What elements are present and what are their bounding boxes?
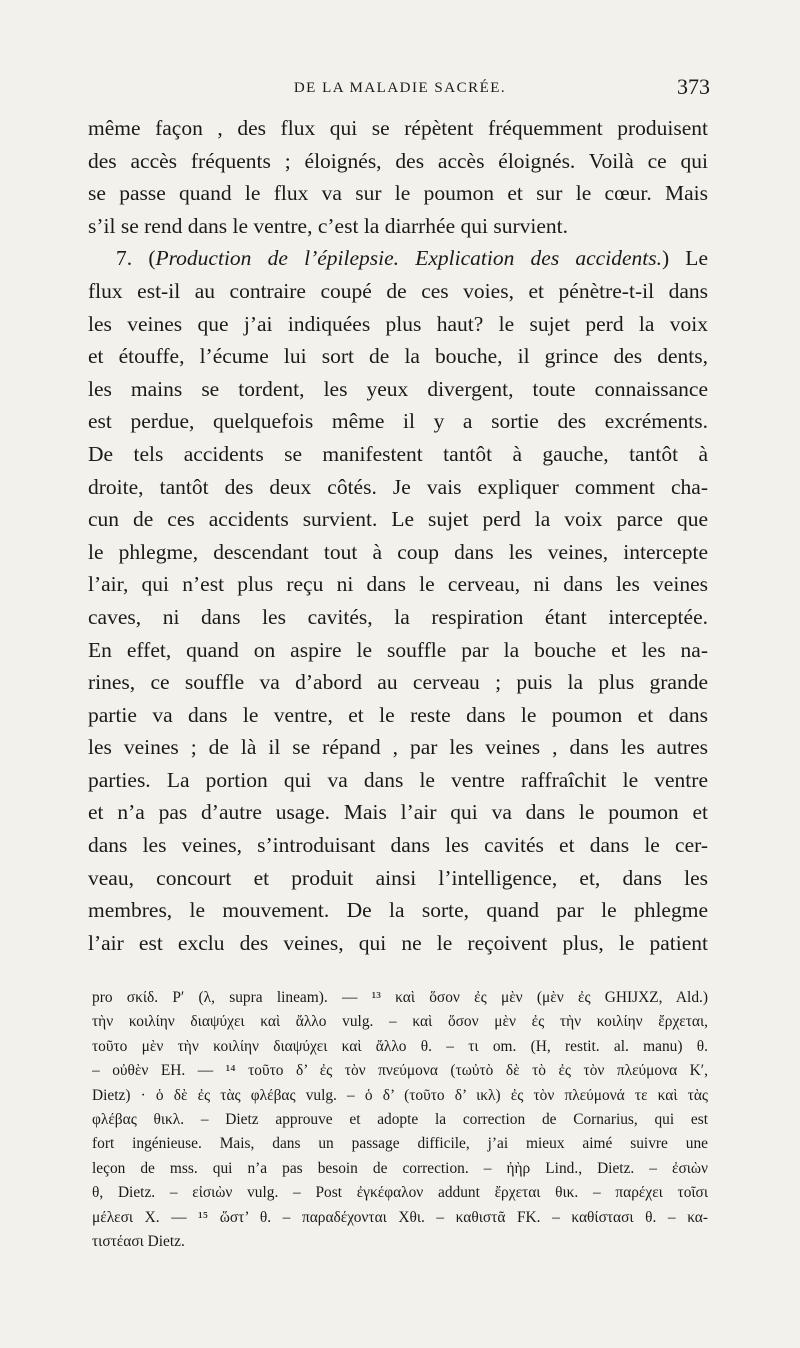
text-line: caves, ni dans les cavités, la respiration étant interceptée. xyxy=(88,604,708,629)
footnote-line: μέλεσι X. — ¹⁵ ὥστ’ θ. – παραδέχονται Xθι. – καθιστᾶ FK. – καθίστασι θ. – κα- xyxy=(92,1208,708,1226)
footnote-line: θ, Dietz. – εἰσιὼν vulg. – Post ἐγκέφαλον addunt ἔρχεται θικ. – παρέχει τοῖσι xyxy=(92,1184,708,1202)
footnote-line: pro σκίδ. P′ (λ, supra lineam). — ¹³ καὶ ὅσον ἐς μὲν (μὲν ἐς GHIJXZ, Ald.) xyxy=(92,989,708,1006)
footnote-line: fort ingénieuse. Mais, dans un passage difficile, j’ai mieux aimé suivre une xyxy=(92,1135,708,1153)
heading-line-tail: ) Le xyxy=(661,246,708,271)
footnote-line: τιστέασι Dietz. xyxy=(92,1232,185,1250)
text-line: même façon , des flux qui se répètent fréquemment produisent xyxy=(88,116,708,140)
main-text xyxy=(88,112,708,959)
text-line: les veines ; de là il se répand , par les veines , dans les autres xyxy=(88,735,708,760)
text-line: partie va dans le ventre, et le reste dans le poumon et dans xyxy=(88,702,708,727)
footnote-line: τοῦτο μὲν τὴν κοιλίην διαψύχει καὶ ἄλλο θ. – τι om. (H, restit. al. manu) θ. xyxy=(92,1037,708,1055)
text-line: veau, concourt et produit ainsi l’intelligence, et, dans les xyxy=(88,865,708,890)
paragraph-7-heading-line xyxy=(88,242,708,275)
text-line: parties. La portion qui va dans le ventre raffraîchit le ventre xyxy=(88,767,708,792)
text-line: se passe quand le flux va sur le poumon et sur le cœur. Mais xyxy=(88,181,708,206)
text-line: De tels accidents se manifestent tantôt à gauche, tantôt à xyxy=(88,441,708,466)
footnote-line: Dietz) · ὁ δὲ ἐς τὰς φλέβας vulg. – ὁ δ’ (τοῦτο δ’ ικλ) ἐς τὸν πλεύμονά τε καὶ τὰς xyxy=(92,1086,708,1104)
text-line: cun de ces accidents survient. Le sujet perd la voix parce que xyxy=(88,507,708,532)
running-head xyxy=(90,74,710,104)
paragraph-number: 7. ( xyxy=(116,246,156,271)
text-line: l’air est exclu des veines, qui ne le reçoivent plus, le patient xyxy=(88,930,708,955)
footnotes xyxy=(92,986,708,1254)
footnote-line: – οὐθὲν EH. — ¹⁴ τοῦτο δ’ ἐς τὸν πνεύμονα (τωὐτὸ δὲ τὸ ἐς τὸν πλεύμονα K′, xyxy=(92,1062,708,1080)
text-line: droite, tantôt des deux côtés. Je vais expliquer comment cha- xyxy=(88,474,708,499)
text-line: et n’a pas d’autre usage. Mais l’air qui va dans le poumon et xyxy=(88,800,708,825)
running-title: DE LA MALADIE SACRÉE. xyxy=(293,80,507,96)
text-line: membres, le mouvement. De la sorte, quand par le phlegme xyxy=(88,898,708,923)
text-line: En effet, quand on aspire le souffle par la bouche et les na- xyxy=(88,637,708,662)
footnote-line: φλέβας θικλ. – Dietz approuve et adopte la correction de Cornarius, qui est xyxy=(92,1110,708,1128)
page-number: 373 xyxy=(677,74,710,99)
text-line: l’air, qui n’est plus reçu ni dans le cerveau, ni dans les veines xyxy=(88,572,708,597)
text-line: est perdue, quelquefois même il y a sortie des excréments. xyxy=(88,409,708,434)
text-line: des accès fréquents ; éloignés, des accès éloignés. Voilà ce qui xyxy=(88,148,708,173)
text-line: s’il se rend dans le ventre, c’est la diarrhée qui survient. xyxy=(88,213,568,238)
text-line: dans les veines, s’introduisant dans les cavités et dans le cer- xyxy=(88,833,708,858)
text-line: et étouffe, l’écume lui sort de la bouche, il grince des dents, xyxy=(88,344,708,369)
text-line: le phlegme, descendant tout à coup dans les veines, intercepte xyxy=(88,539,708,564)
text-line: flux est-il au contraire coupé de ces voies, et pénètre-t-il dans xyxy=(88,278,708,303)
section-title-italic: Production de l’épilepsie. Explication des accidents. xyxy=(155,246,662,271)
footnote-line: leçon de mss. qui n’a pas besoin de correction. – ἠὴρ Lind., Dietz. – ἐσιὼν xyxy=(92,1159,708,1177)
text-line: rines, ce souffle va d’abord au cerveau ; puis la plus grande xyxy=(88,670,708,695)
footnote-line: τὴν κοιλίην διαψύχει καὶ ἄλλο vulg. – καὶ ὅσον μὲν ἐς τὴν κοιλίην ἔρχεται, xyxy=(92,1013,708,1031)
text-line: les veines que j’ai indiquées plus haut? le sujet perd la voix xyxy=(88,311,708,336)
text-line: les mains se tordent, les yeux divergent, toute connaissance xyxy=(88,376,708,401)
